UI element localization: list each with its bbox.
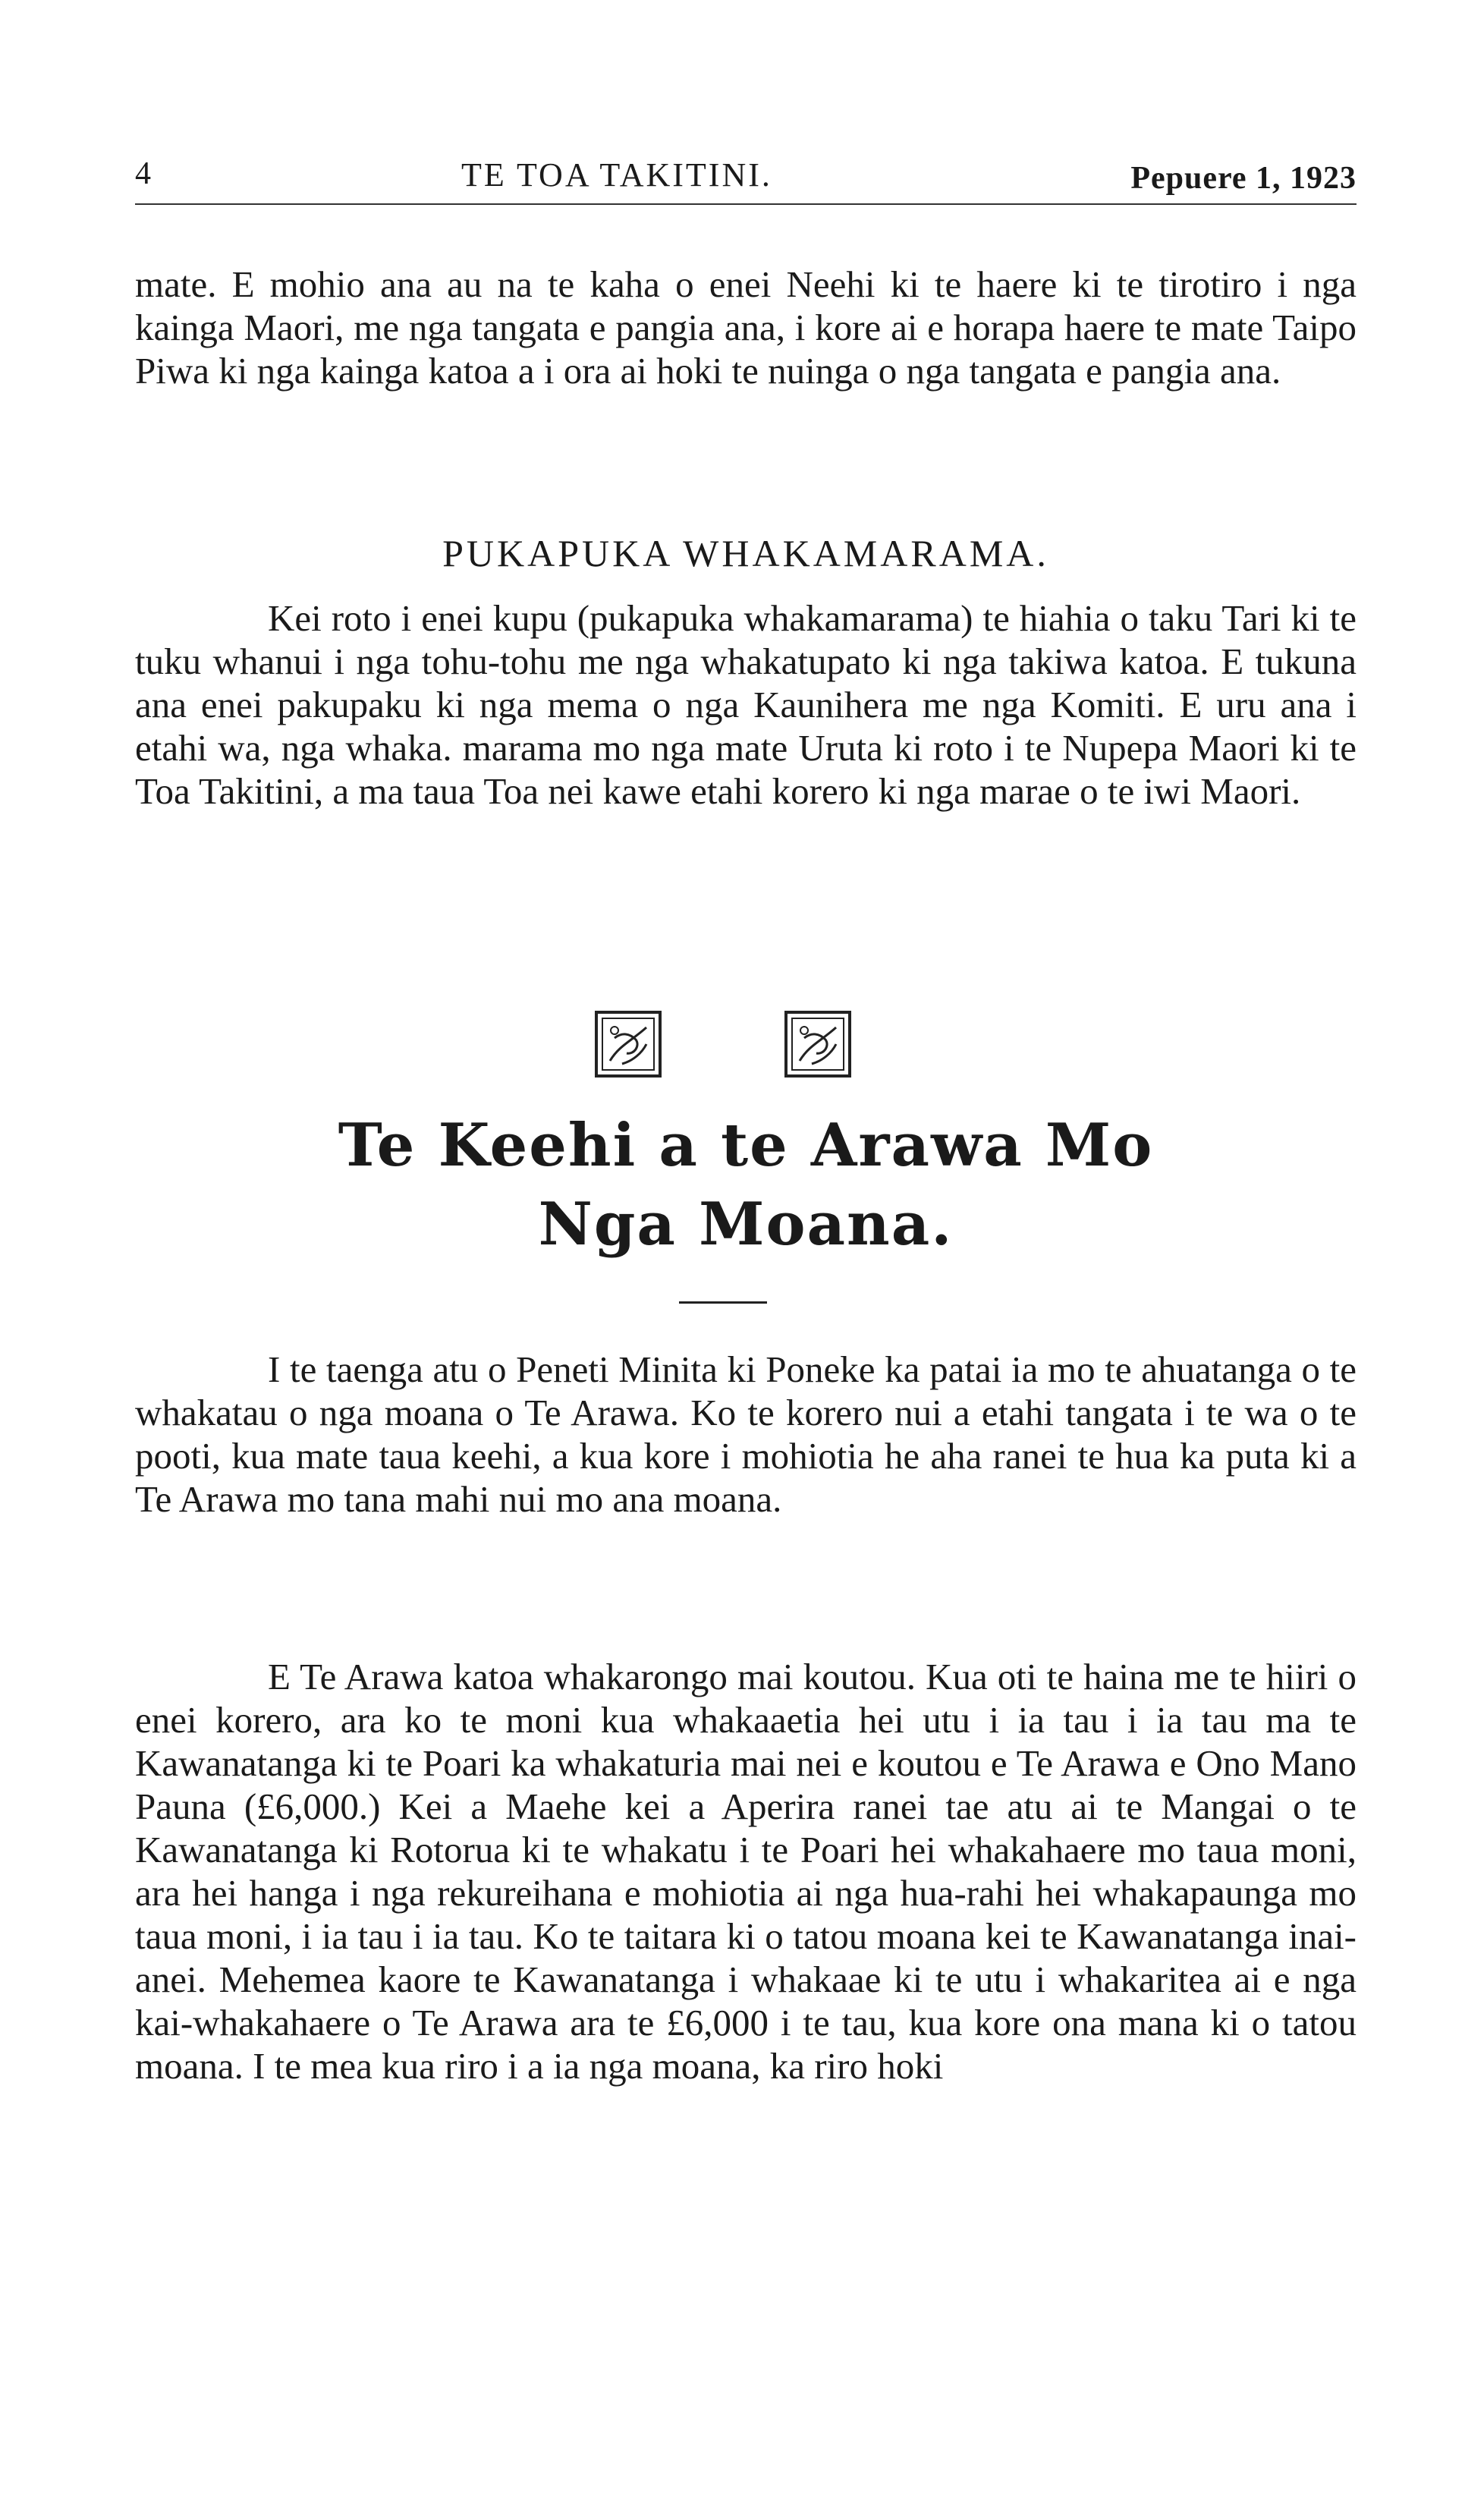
journal-title: TE TOA TAKITINI. <box>461 156 772 193</box>
paragraph-te-arawa: E Te Arawa katoa whakarongo mai koutou. Kua oti te haina me te hiiri o enei korero, ara ko te moni kua whakaaetia hei utu i ia tau i ia tau ma te Kawanatanga ki te Poari ka whakaturia mai nei e koutou e Te Arawa e Ono Mano Pauna (£6,000.) Kei a Maehe kei a Aperira ranei tae atu ai te Mangai o te Kawanatanga ki Rotorua ki te whakatu i te Poari hei whakahaere mo taua moni, ara hei hanga i nga rekureihana e mohiotia ai nga hua-rahi hei whakapaunga mo taua moni, i ia tau i ia tau. Ko te taitara ki o tatou moana kei te Kawanatanga inai-anei. Mehemea kaore te Kawanatanga i whakaae ki te utu i whakaritea ai e nga kai-whakahaere o Te Arawa ara te £6,000 i te tau, kua kore ona mana ki o tatou moana. I te mea kua riro i a ia nga moana, ka riro hoki <box>135 1656 1357 2087</box>
issue-date: Pepuere 1, 1923 <box>1130 161 1357 196</box>
title-rule <box>679 1301 767 1304</box>
ornament-icon <box>781 1008 854 1081</box>
section-heading: PUKAPUKA WHAKAMARAMA. <box>442 532 1049 574</box>
page-number: 4 <box>135 156 152 191</box>
running-header <box>135 156 1357 209</box>
paragraph-pukapuka: Kei roto i enei kupu (pukapuka whakamarama) te hiahia o taku Tari ki te tuku whanui i nga tohu-tohu me nga whakatupato ki nga takiwa katoa. E tukuna ana enei pakupaku ki nga mema o nga Kaunihera me nga Komiti. E uru ana i etahi wa, nga whaka. marama mo nga mate Uruta ki roto i te Nupepa Maori ki te Toa Takitini, a ma taua Toa nei kawe etahi korero ki nga marae o te iwi Maori. <box>135 597 1357 812</box>
article-title <box>135 1106 1357 1264</box>
paragraph-continued: mate. E mohio ana au na te kaha o enei Neehi ki te haere ki te tirotiro i nga kainga Maori, me nga tangata e pangia ana, i kore ai e horapa haere te mate Taipo Piwa ki nga kainga katoa a i ora ai hoki te nuinga o nga tangata e pangia ana. <box>135 263 1357 392</box>
article-title-line-1: Te Keehi a te Arawa Mo <box>338 1111 1154 1180</box>
ornament-icon <box>592 1008 665 1081</box>
ornament-row <box>592 1008 880 1084</box>
article-title-line-2: Nga Moana. <box>538 1190 954 1259</box>
header-rule <box>135 203 1357 205</box>
paragraph-peneti: I te taenga atu o Peneti Minita ki Poneke ka patai ia mo te ahuatanga o te whakatau o nga moana o Te Arawa. Ko te korero nui a etahi tangata i te wa o te pooti, kua mate taua keehi, a kua kore i mohiotia he aha ranei te hua ka puta ki a Te Arawa mo tana mahi nui mo ana moana. <box>135 1348 1357 1520</box>
